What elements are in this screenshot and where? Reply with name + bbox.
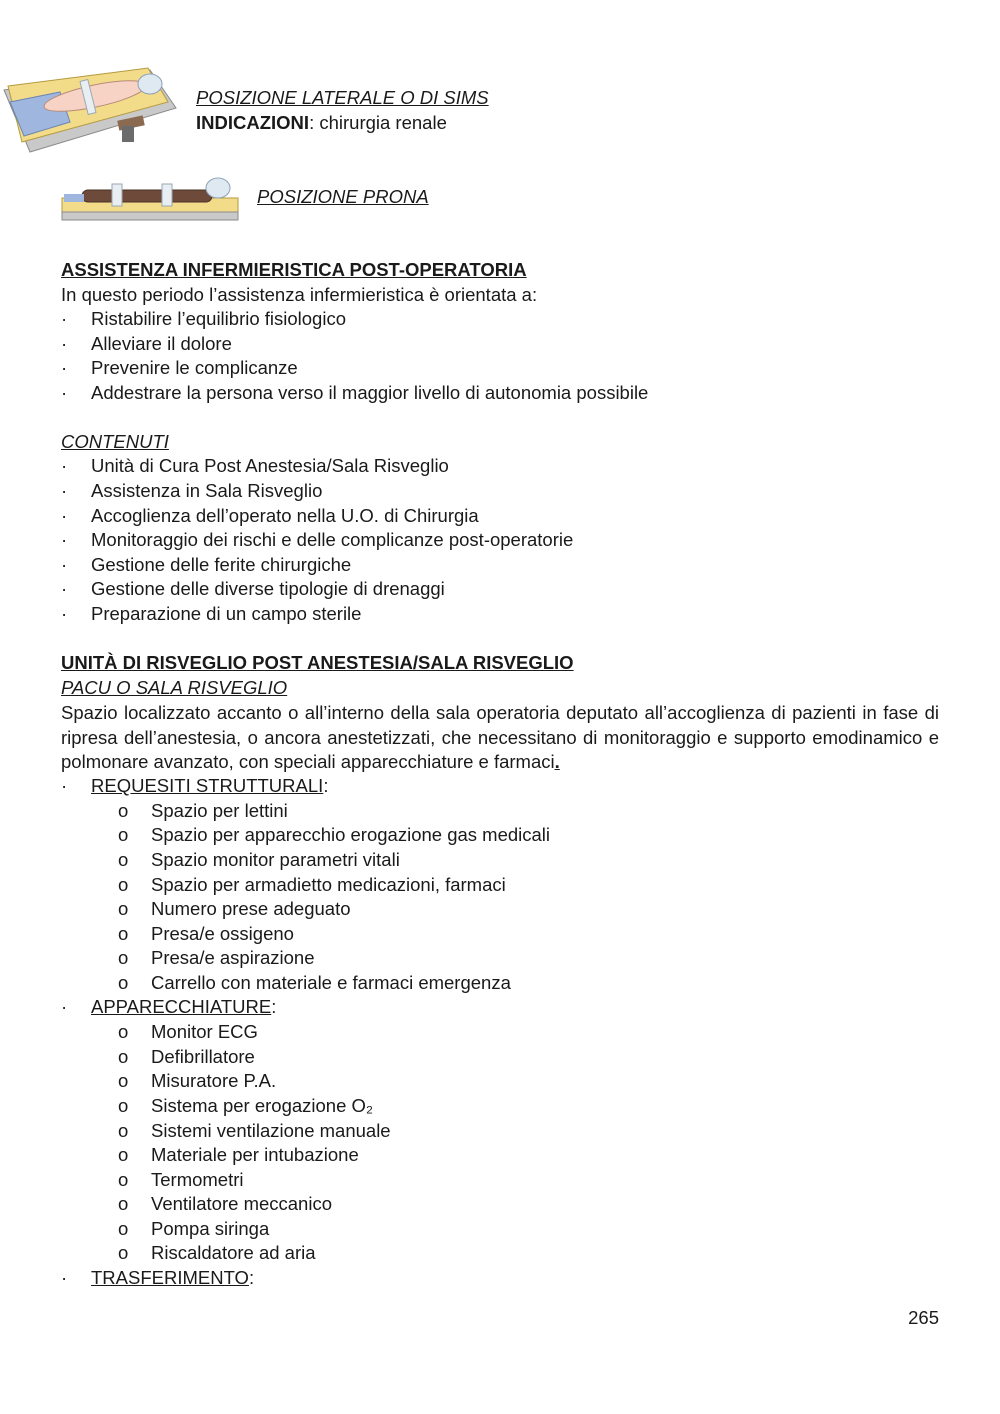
lateral-position-title: POSIZIONE LATERALE O DI SIMS <box>196 87 489 108</box>
lateral-position-illustration <box>0 62 180 158</box>
indications-label: INDICAZIONI <box>196 112 310 133</box>
page-number: 265 <box>908 1307 939 1328</box>
pacu-heading: UNITÀ DI RISVEGLIO POST ANESTESIA/SALA RISVEGLIO <box>61 652 574 673</box>
post-op-intro: In questo periodo l’assistenza infermieristica è orientata a: <box>61 284 538 305</box>
pacu-paragraph: Spazio localizzato accanto o all’interno della sala operatoria deputato all’accoglienza di pazienti in fase di ripresa dell’anestesia, o ancora anestetizzati, che necessitano di monitoraggio e supporto emodinamico e polmonare avanzato, con speciali apparecchiature e farmaci. <box>61 702 939 772</box>
contents-heading: CONTENUTI <box>61 431 169 452</box>
prone-position-illustration <box>58 166 242 232</box>
pacu-subheading: PACU O SALA RISVEGLIO <box>61 677 288 698</box>
lateral-indications <box>196 111 447 135</box>
indications-text: : chirurgia renale <box>309 112 447 133</box>
prone-position-title: POSIZIONE PRONA <box>257 186 429 207</box>
post-op-heading: ASSISTENZA INFERMIERISTICA POST-OPERATORIA <box>61 259 527 280</box>
